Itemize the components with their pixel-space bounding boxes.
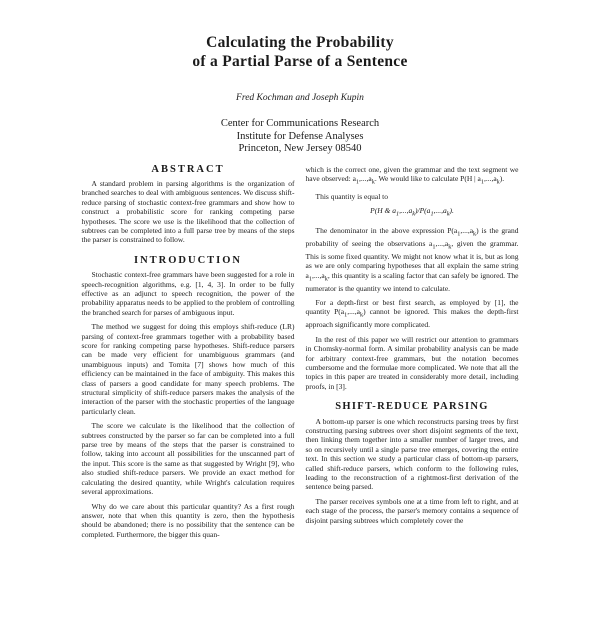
paper-title-line1: Calculating the Probability [206,34,394,51]
denominator-paragraph: The denominator in the above expression $P(a_1,...,a_k)$ is the grand probability of seeing the observations $a_1,...,a_k$, given the grammar. This is some fixed quantity. We might not know what it is, but as long as we are only comparing hypotheses that all explain the same string $a_1,...,a_k$, this quantity is a scaling factor that can safely be ignored. The numerator is the quantity we intend to calculate. [305,226,519,293]
affiliation-line2: Institute for Defense Analyses [236,130,364,142]
depth-first-paragraph: For a depth-first or best first search, as employed by [1], the quantity $P(a_1,...,a_k)$ cannot be ignored. This makes the depth-first approach significantly more complicated. [305,298,519,330]
affiliation-line3: Princeton, New Jersey 08540 [238,143,362,154]
intro-paragraph-2: The method we suggest for doing this employs shift-reduce (LR) parsing of context-free grammars together with a probability based score for ranking competing parse hypotheses. Shift-reduce parsers can be made very efficient for unambiguous grammars (and unambiguous inputs) and Tomita [7] shows how much of this efficiency can be maintained in the face of ambiguity. This makes this class of parsers a good candidate for many speech problems. The structural simplicity of shift-reduce parsers makes the analysis of the interaction of the parser with the stochastic properties of the language particularly clean. [81,322,295,416]
authors: Fred Kochman and Joseph Kupin [236,93,364,103]
continuation-paragraph: which is the correct one, given the grammar and the text segment we have observed: $a_1,...,a_k$. We would like to calculate P(H | $a_1,...,a_k$). [305,164,519,186]
affiliation-line1: Center for Communications Research [220,118,380,129]
affiliation [0,118,600,156]
rest-of-paper-paragraph: In the rest of this paper we will restrict our attention to grammars in Chomsky-normal form. A similar probability analysis can be made for arbitrary context-free grammars, but the notation becomes cumbersome and the formulae more complicated. We note that all the topics in this paper are treated in considerably more detail, including proofs, in [3]. [305,334,519,391]
srp-paragraph-2: The parser receives symbols one at a time from left to right, and at each stage of the process, the parser's memory contains a sequence of disjoint parsing subtrees which completely cover the [305,496,519,525]
right-column [306,165,519,545]
intro-paragraph-4: Why do we care about this particular quantity? As a first rough answer, note that when this quantity is zero, then the hypothesis should be abandoned; there is no possibility that the sentence can be completed. Furthermore, the bigger this quan- [81,501,295,539]
equals-line: This quantity is equal to [315,191,388,201]
paper-title [0,33,600,71]
abstract-text: A standard problem in parsing algorithms is the organization of branched searches to deal with ambiguous sentences. We discuss shift-reduce parsing of stochastic context-free grammars and show how to construct a probabilistic score for ranking competing parse hypotheses. The score we use is the likelihood that the collection of subtrees can be completed into a full parse tree by means of the steps the parser is constrained to follow. [81,178,295,245]
intro-paragraph-3: The score we calculate is the likelihood that the collection of subtrees constructed by the parser so far can be completed into a full parse tree by means of the steps that the parser is constrained to follow, taking into account all possibilities for the unscanned part of the input. This score is the same as that suggested by Wright [9], who also studied shift-reduce parsers. We provide an exact method for calculating the desired quantity, while Wright's calculation requires several approximations. [81,421,295,497]
left-column [82,165,295,545]
paper-title-line2: of a Partial Parse of a Sentence [192,53,408,70]
shift-reduce-parsing-heading: SHIFT-REDUCE PARSING [335,401,489,413]
srp-paragraph-1: A bottom-up parser is one which reconstructs parsing trees by first constructing parsing subtrees over short disjoint segments of the text, then linking them together into a smaller number of larger trees, and so on recursively until a single parse tree emerges, covering the entire text. In this section we study a particular class of bottom-up parsers, called shift-reduce parsers, which conform to the following rules, leading to the reconstruction of a rightmost-first derivation of the sentence being parsed. [305,416,519,492]
paper-page [0,33,600,633]
abstract-heading: ABSTRACT [151,163,225,175]
two-column-body [0,165,600,545]
introduction-heading: INTRODUCTION [133,254,242,266]
probability-formula: P(H & $a_1,...,a_k)/P(a_1,...,a_k)$. [370,206,454,218]
intro-paragraph-1: Stochastic context-free grammars have been suggested for a role in speech-recognition algorithms, e.g. [1, 4, 3]. In order to be fully effective as an adjunct to speech recognition, the power of the probability apparatus needs to be applied to the problem of controlling the branched search for parses of ambiguous input. [81,270,295,317]
